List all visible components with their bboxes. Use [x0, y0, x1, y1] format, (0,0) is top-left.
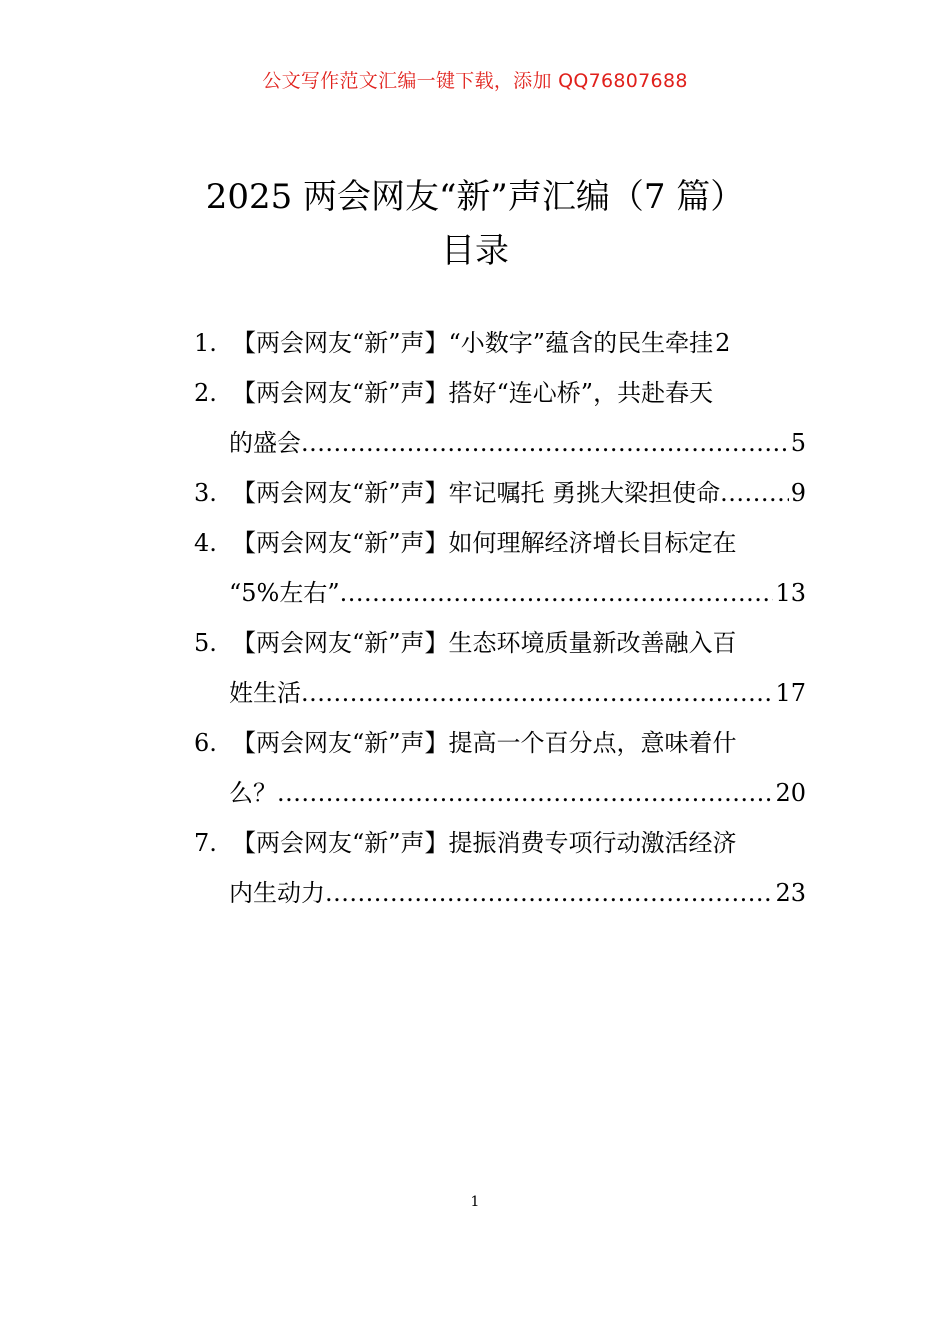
- toc-title-cont: 的盛会: [229, 429, 301, 457]
- toc-title-cont: 么？: [229, 779, 277, 807]
- toc-page: 23: [775, 879, 806, 907]
- toc-leader: [325, 868, 773, 918]
- toc-number: 6.: [194, 729, 217, 757]
- toc-page: 17: [775, 679, 806, 707]
- toc-leader: [340, 568, 774, 618]
- toc-number: 2.: [194, 379, 217, 407]
- toc-title: 【两会网友“新”声】“小数字”蕴含的民生牵挂: [232, 329, 714, 357]
- toc-leader: [720, 468, 789, 518]
- toc-title: 【两会网友“新”声】搭好“连心桥”，共赴春天: [232, 379, 714, 407]
- toc-page: 13: [775, 579, 806, 607]
- page-number: 1: [470, 1194, 480, 1210]
- toc-title: 【两会网友“新”声】提高一个百分点，意味着什: [232, 729, 737, 757]
- toc-leader: [301, 418, 789, 468]
- toc-title: 【两会网友“新”声】生态环境质量新改善融入百: [232, 629, 737, 657]
- toc-page: 9: [790, 479, 806, 507]
- toc-page: 2: [715, 329, 731, 357]
- download-banner: 公文写作范文汇编一键下载，添加 QQ76807688: [262, 70, 688, 92]
- toc-leader: [301, 668, 773, 718]
- title-main: 2025 两会网友“新”声汇编（7 篇）: [205, 177, 745, 217]
- document-title: [0, 170, 950, 278]
- title-sub: 目录: [441, 231, 509, 271]
- toc-leader: [277, 768, 773, 818]
- toc-page: 5: [790, 429, 806, 457]
- toc-number: 1.: [194, 329, 217, 357]
- toc-title-cont: 内生动力: [229, 879, 325, 907]
- toc-title-cont: “5%左右”: [229, 579, 340, 607]
- toc-page: 20: [775, 779, 806, 807]
- toc-title: 【两会网友“新”声】如何理解经济增长目标定在: [232, 529, 737, 557]
- toc-number: 3.: [194, 479, 217, 507]
- toc-number: 4.: [194, 529, 217, 557]
- toc-title-cont: 姓生活: [229, 679, 301, 707]
- toc-number: 5.: [194, 629, 217, 657]
- toc-number: 7.: [194, 829, 217, 857]
- toc-title: 【两会网友“新”声】牢记嘱托 勇挑大梁担使命: [232, 479, 721, 507]
- toc-title: 【两会网友“新”声】提振消费专项行动激活经济: [232, 829, 737, 857]
